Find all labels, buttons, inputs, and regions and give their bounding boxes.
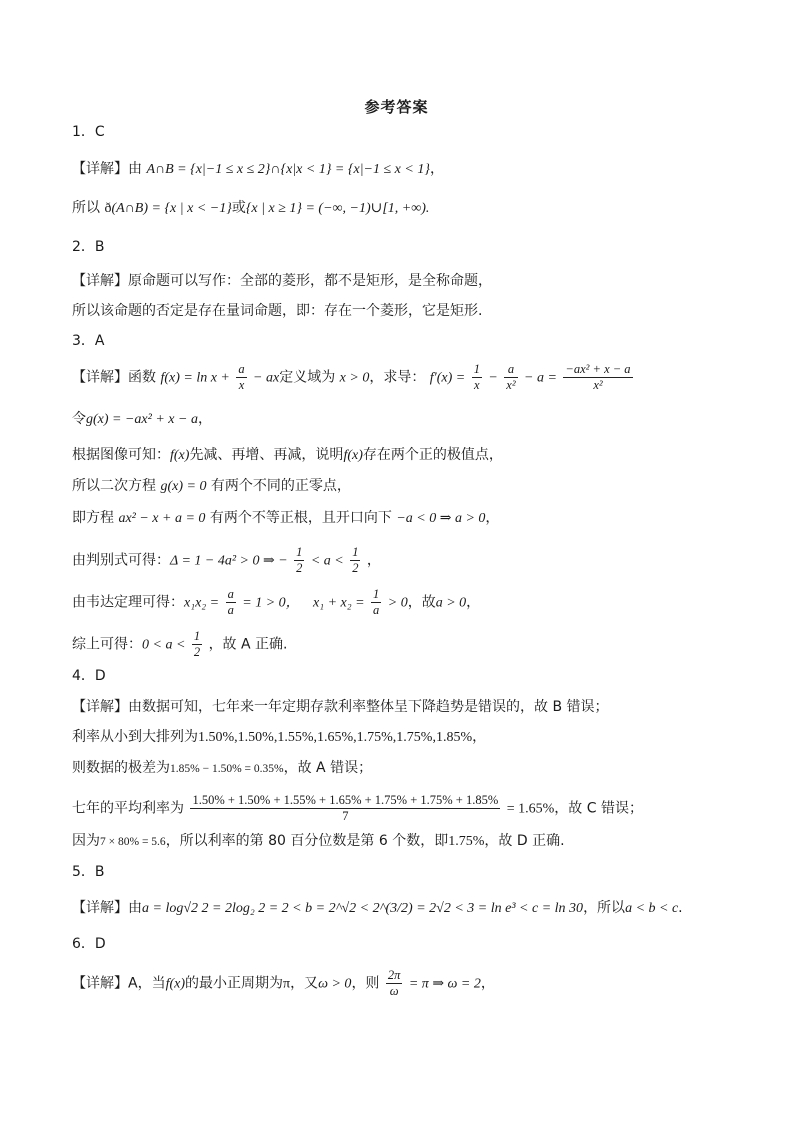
q1-answer: 1．C <box>72 124 105 140</box>
q1-line1: 【详解】由 A∩B = {x|−1 ≤ x ≤ 2}∩{x|x < 1} = {x|−1 ≤ x < 1}， <box>72 161 444 177</box>
q5-answer: 5．B <box>72 864 105 880</box>
page-title: 参考答案 <box>364 98 429 116</box>
q3-line5: 即方程 ax² − x + a = 0 有两个不等正根，且开口向下 −a < 0 ⇒ a > 0， <box>72 510 500 526</box>
q2-line1: 【详解】原命题可以写作：全部的菱形，都不是矩形，是全称命题， <box>72 273 492 289</box>
q3-answer: 3．A <box>72 333 105 349</box>
fraction: $\frac{a}{a}$ <box>227 587 234 617</box>
q3-line4: 所以二次方程 g(x) = 0 有两个不同的正零点， <box>72 478 351 494</box>
q4-line1: 【详解】由数据可知，七年来一年定期存款利率整体呈下降趋势是错误的，故 B 错误； <box>72 699 609 715</box>
fraction: $\frac{1}{2}$ <box>296 545 303 575</box>
q5-line1: 【详解】由a = log√2 2 = 2log₂ 2 = 2 < b = 2^√2 < 2^(3/2) = 2√2 < 3 = ln e³ < c = ln 30，所以a < b < c. <box>72 900 683 916</box>
q3-line6: 由判别式可得：Δ = 1 − 4a² > 0 ⇒ − $\frac{1}{2}$ < a < $\frac{1}{2}$ ， <box>72 545 381 575</box>
q4-line2: 利率从小到大排列为1.50%,1.50%,1.55%,1.65%,1.75%,1.75%,1.85%， <box>72 729 487 745</box>
q3-line1: 【详解】函数 f(x) = ln x + $\frac{a}{x}$ − ax定义域为 x > 0，求导： f′(x) = $\frac{1}{x}$ − $\frac{a}{\text{x²}}$ − a = $\frac{\text{−ax² + x − a}}{\text{x²}}$ <box>72 362 631 392</box>
q6-answer: 6．D <box>72 936 106 952</box>
q3-line2: 令g(x) = −ax² + x − a， <box>72 411 212 427</box>
q1-line2: 所以 ð(A∩B) = {x | x < −1}或{x | x ≥ 1} = (−∞, −1)∪[1, +∞). <box>72 200 430 216</box>
fraction: $\frac{a}{x}$ <box>238 362 245 392</box>
q3-line7: 由韦达定理可得：x₁x₂ = $\frac{a}{a}$ = 1 > 0， x₁ + x₂ = $\frac{1}{a}$ > 0，故a > 0， <box>72 587 481 617</box>
q6-line1: 【详解】A，当f(x)的最小正周期为π，又ω > 0，则 $\frac{2\pi}{\omega}$ = π ⇒ ω = 2， <box>72 968 495 998</box>
q4-line4: 七年的平均利率为 $\frac{1.50\% + 1.50\% + 1.55\% + 1.65\% + 1.75\% + 1.75\% + 1.85\%}{7}$ = 1.65%，故 C 错误； <box>72 793 643 823</box>
q2-answer: 2．B <box>72 239 105 255</box>
q2-line2: 所以该命题的否定是存在量词命题，即：存在一个菱形，它是矩形. <box>72 303 483 319</box>
q3-line8: 综上可得：0 < a < $\frac{1}{2}$ ，故 A 正确. <box>72 629 288 659</box>
fraction: $\frac{2\pi}{\omega}$ <box>387 968 401 998</box>
fraction: $\frac{a}{\text{x²}}$ <box>506 362 516 392</box>
q4-answer: 4．D <box>72 668 106 684</box>
fraction: $\frac{1}{a}$ <box>373 587 380 617</box>
q4-line3: 则数据的极差为1.85% − 1.50% = 0.35%，故 A 错误； <box>72 760 373 776</box>
fraction: $\frac{1.50\% + 1.50\% + 1.55\% + 1.65\% + 1.75\% + 1.75\% + 1.85\%}{7}$ <box>192 793 499 823</box>
fraction: $\frac{\text{−ax² + x − a}}{\text{x²}}$ <box>565 362 631 392</box>
fraction: $\frac{1}{x}$ <box>473 362 480 392</box>
fraction: $\frac{1}{2}$ <box>352 545 359 575</box>
q4-line5: 因为7 × 80% = 5.6，所以利率的第 80 百分位数是第 6 个数，即1.75%，故 D 正确. <box>72 833 565 849</box>
q3-line3: 根据图像可知：f(x)先减、再增、再减，说明f(x)存在两个正的极值点， <box>72 447 503 463</box>
fraction: $\frac{1}{2}$ <box>193 629 201 659</box>
